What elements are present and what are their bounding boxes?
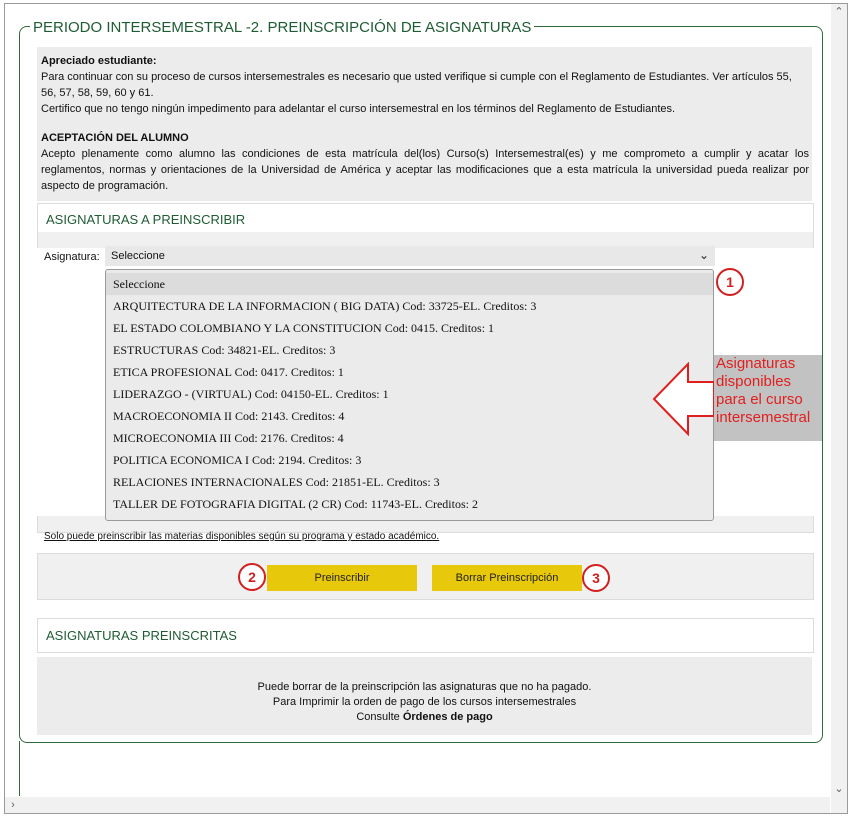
unpaid-delete-text: Puede borrar de la preinscripción las asignaturas que no ha pagado. (257, 681, 592, 693)
subject-dropdown-list[interactable] (105, 269, 714, 521)
subjects-section-header (37, 203, 814, 234)
dropdown-option[interactable]: POLITICA ECONOMICA I Cod: 2194. Creditos: 3 (113, 453, 362, 467)
dropdown-option[interactable]: Seleccione (106, 273, 713, 295)
subject-select-value: Seleccione (111, 250, 165, 262)
scroll-up-icon[interactable]: ⌃ (834, 6, 844, 18)
horizontal-scrollbar[interactable] (5, 797, 830, 813)
print-order-text: Para Imprimir la orden de pago de los cursos intersemestrales (272, 696, 577, 708)
preinscribed-section-title: ASIGNATURAS PREINSCRITAS (46, 628, 237, 643)
dropdown-option[interactable]: ETICA PROFESIONAL Cod: 0417. Creditos: 1 (113, 365, 344, 379)
subject-label: Asignatura: (44, 251, 100, 263)
acceptance-text: Acepto plenamente como alumno las condiciones de esta matrícula del(los) Curso(s) Intersemestral(es) y me comprometo a cumplir y acatar los reglamentos, normas y orientaciones de la Universidad de América y aceptar las modificaciones que a esta matrícula la universidad pueda realizar por aspecto de programación. (41, 148, 809, 192)
preinscribir-button[interactable]: Preinscribir (267, 565, 417, 591)
borrar-preinscripcion-button[interactable]: Borrar Preinscripción (432, 565, 582, 591)
chevron-down-icon: ⌄ (698, 248, 709, 262)
dropdown-option[interactable]: MICROECONOMIA III Cod: 2176. Creditos: 4 (113, 431, 344, 445)
annotation-marker-2: 2 (238, 563, 266, 591)
dropdown-option[interactable]: RELACIONES INTERNACIONALES Cod: 21851-EL. Creditos: 3 (113, 475, 440, 489)
fieldset-border-extension (19, 741, 20, 796)
dropdown-option[interactable]: ESTRUCTURAS Cod: 34821-EL. Creditos: 3 (113, 343, 336, 357)
payment-orders-link[interactable]: Órdenes de pago (402, 711, 493, 723)
consult-text: Consulte (356, 711, 400, 723)
subject-select[interactable] (105, 246, 715, 266)
scroll-right-icon[interactable]: › (11, 799, 15, 811)
dropdown-option[interactable]: EL ESTADO COLOMBIANO Y LA CONSTITUCION Cod: 0415. Creditos: 1 (113, 321, 495, 335)
student-notice-panel (37, 47, 812, 201)
vertical-scrollbar[interactable] (831, 4, 847, 813)
greeting-heading: Apreciado estudiante: (41, 55, 157, 67)
certification-text: Certifico que no tengo ningún impedimento para adelantar el curso intersemestral en los términos del Reglamento de Estudiantes. (41, 103, 676, 115)
action-button-row (37, 553, 814, 600)
scroll-down-icon[interactable]: ⌄ (834, 783, 844, 795)
dropdown-option[interactable]: LIDERAZGO - (VIRTUAL) Cod: 04150-EL. Creditos: 1 (113, 387, 389, 401)
consult-line (37, 710, 812, 725)
page-title: PERIODO INTERSEMESTRAL -2. PREINSCRIPCIÓN DE ASIGNATURAS (30, 19, 534, 36)
availability-note: Solo puede preinscribir las materias disponibles según su programa y estado académico. (44, 531, 440, 542)
dropdown-option[interactable]: ARQUITECTURA DE LA INFORMACION ( BIG DATA) Cod: 33725-EL. Creditos: 3 (113, 299, 537, 313)
left-arrow-icon (652, 362, 716, 436)
dropdown-option[interactable]: TALLER DE FOTOGRAFIA DIGITAL (2 CR) Cod: 11743-EL. Creditos: 2 (113, 497, 478, 511)
annotation-marker-1: 1 (716, 268, 744, 296)
greeting-text: Para continuar con su proceso de cursos intersemestrales es necesario que usted verifique si cumple con el Reglamento de Estudiantes. Ver artículos 55, 56, 57, 58, 59, 60 y 61. (41, 71, 792, 99)
preinscribed-info-panel (37, 657, 812, 735)
annotation-marker-3: 3 (582, 564, 610, 592)
acceptance-heading: ACEPTACIÓN DEL ALUMNO (41, 132, 189, 144)
available-subjects-callout: Asignaturas disponibles para el curso intersemestral (714, 355, 822, 441)
subjects-section-title: ASIGNATURAS A PREINSCRIBIR (46, 212, 246, 227)
dropdown-option[interactable]: MACROECONOMIA II Cod: 2143. Creditos: 4 (113, 409, 345, 423)
preinscribed-section-header (37, 618, 814, 653)
